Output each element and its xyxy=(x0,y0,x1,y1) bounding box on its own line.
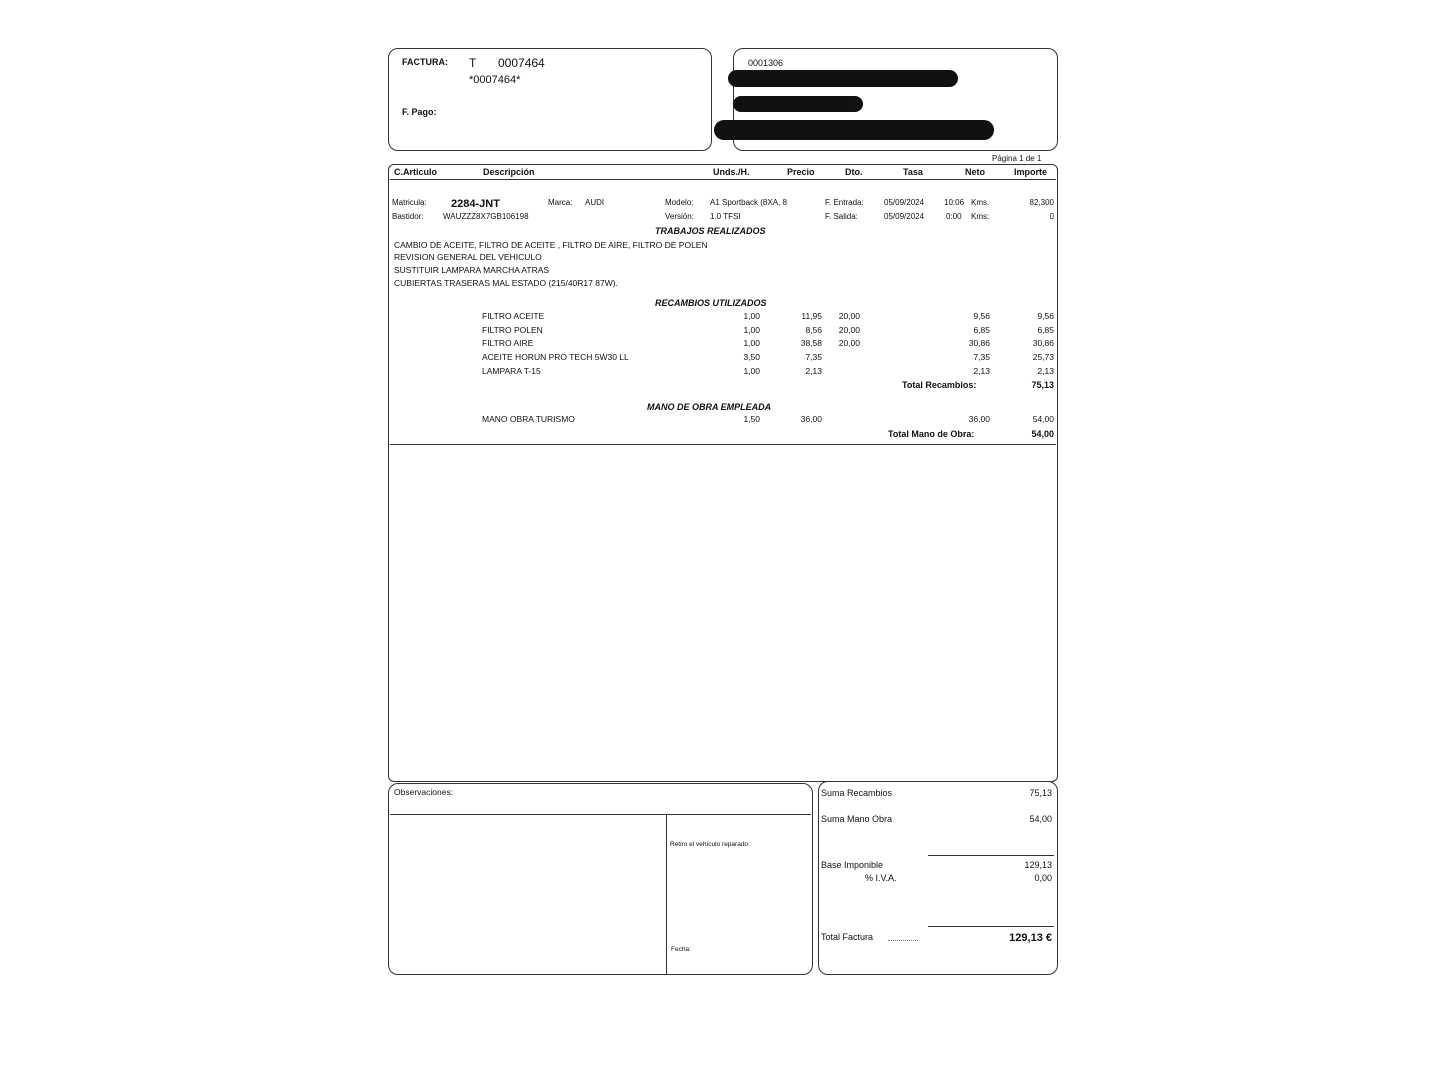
factura-number: 0007464 xyxy=(498,56,545,70)
kms-value: 82,300 xyxy=(1029,198,1054,207)
signature-divider xyxy=(666,814,667,974)
recambio-dto: 20,00 xyxy=(838,311,860,321)
total-mano-obra-value: 54,00 xyxy=(1031,429,1054,439)
observaciones-box xyxy=(388,783,813,975)
redacted-client-city xyxy=(714,120,994,140)
lines-end-divider xyxy=(390,444,1056,445)
total-factura-label: Total Factura xyxy=(821,932,874,942)
salida-fecha: 05/09/2024 xyxy=(884,212,925,221)
suma-mano-obra-label: Suma Mano Obra xyxy=(821,814,893,824)
observaciones-label: Observaciones: xyxy=(394,787,454,797)
salida-label: F. Salida: xyxy=(825,212,858,221)
recambio-unds: 3,50 xyxy=(743,352,760,362)
recambio-neto: 7,35 xyxy=(973,352,990,362)
total-recambios-label: Total Recambios: xyxy=(902,380,977,390)
totals-divider-1 xyxy=(928,855,1054,856)
recambio-importe: 30,86 xyxy=(1032,338,1054,348)
marca-label: Marca: xyxy=(548,198,573,207)
observaciones-divider xyxy=(390,814,811,815)
matricula-value: 2284-JNT xyxy=(451,198,500,210)
col-neto: Neto xyxy=(965,167,985,177)
suma-recambios-value: 75,13 xyxy=(1029,788,1052,798)
col-dto: Dto. xyxy=(845,167,863,177)
trabajos-title: TRABAJOS REALIZADOS xyxy=(655,226,766,236)
fpago-label: F. Pago: xyxy=(402,107,437,117)
entrada-fecha: 05/09/2024 xyxy=(884,198,925,207)
kms-salida-value: 0 xyxy=(1049,212,1054,221)
recambio-importe: 2,13 xyxy=(1037,366,1054,376)
col-precio: Precio xyxy=(787,167,815,177)
entrada-hora: 10:06 xyxy=(944,198,965,207)
col-unds: Unds./H. xyxy=(713,167,750,177)
base-imponible-label: Base Imponible xyxy=(821,860,884,870)
version-label: Versión: xyxy=(665,212,694,221)
redacted-client-name xyxy=(728,70,958,87)
modelo-value: A1 Sportback (8XA, 8 xyxy=(710,198,787,207)
recambio-precio: 8,56 xyxy=(805,325,822,335)
total-factura-dots xyxy=(888,940,918,941)
recambio-desc: FILTRO AIRE xyxy=(482,338,534,348)
recambio-neto: 9,56 xyxy=(973,311,990,321)
kms-label-salida: Kms: xyxy=(971,212,990,221)
recambio-desc: FILTRO POLEN xyxy=(482,325,543,335)
factura-barcode-text: *0007464* xyxy=(469,74,521,86)
mano-obra-precio: 36,00 xyxy=(800,414,822,424)
modelo-label: Modelo: xyxy=(665,198,694,207)
recambio-desc: ACEITE HORUN PRO TECH 5W30 LL xyxy=(482,352,629,362)
factura-label: FACTURA: xyxy=(402,57,448,67)
recambio-unds: 1,00 xyxy=(743,311,760,321)
mano-obra-unds: 1,50 xyxy=(743,414,760,424)
recambio-neto: 2,13 xyxy=(973,366,990,376)
trabajo-line: CUBIERTAS TRASERAS MAL ESTADO (215/40R17 87W). xyxy=(394,278,618,288)
col-descripcion: Descripción xyxy=(483,167,535,177)
fecha-label: Fecha: xyxy=(671,946,691,953)
recambio-neto: 30,86 xyxy=(968,338,990,348)
redacted-client-address xyxy=(733,96,863,112)
mano-obra-desc: MANO OBRA TURISMO xyxy=(482,414,575,424)
mano-obra-importe: 54,00 xyxy=(1032,414,1054,424)
recambio-unds: 1,00 xyxy=(743,338,760,348)
total-factura-value: 129,13 € xyxy=(1009,932,1052,944)
col-articulo: C.Articulo xyxy=(394,167,438,177)
base-imponible-value: 129,13 xyxy=(1024,860,1052,870)
entrada-label: F. Entrada: xyxy=(825,198,864,207)
retiro-label: Retiro el vehículo reparado: xyxy=(670,841,750,848)
recambio-dto: 20,00 xyxy=(838,325,860,335)
recambio-precio: 7,35 xyxy=(805,352,822,362)
factura-serie: T xyxy=(469,56,477,70)
recambio-importe: 9,56 xyxy=(1037,311,1054,321)
trabajo-line: CAMBIO DE ACEITE, FILTRO DE ACEITE , FILTRO DE AIRE, FILTRO DE POLEN xyxy=(394,240,708,250)
kms-label-entrada: Kms. xyxy=(971,198,990,207)
totals-divider-2 xyxy=(928,926,1054,927)
page-indicator: Página 1 de 1 xyxy=(992,154,1042,163)
matricula-label: Matricula: xyxy=(392,198,427,207)
bastidor-value: WAUZZZ8X7GB106198 xyxy=(443,212,529,221)
suma-recambios-label: Suma Recambios xyxy=(821,788,893,798)
mano-obra-title: MANO DE OBRA EMPLEADA xyxy=(647,402,772,412)
marca-value: AUDI xyxy=(585,198,605,207)
iva-label: % I.V.A. xyxy=(865,873,897,883)
col-importe: Importe xyxy=(1014,167,1048,177)
recambio-desc: FILTRO ACEITE xyxy=(482,311,545,321)
trabajo-line: SUSTITUIR LAMPARA MARCHA ATRAS xyxy=(394,265,550,275)
recambio-precio: 2,13 xyxy=(805,366,822,376)
recambio-dto: 20,00 xyxy=(838,338,860,348)
total-recambios-value: 75,13 xyxy=(1031,380,1054,390)
recambio-desc: LAMPARA T-15 xyxy=(482,366,541,376)
suma-mano-obra-value: 54,00 xyxy=(1029,814,1052,824)
recambio-precio: 11,95 xyxy=(801,311,822,321)
recambio-neto: 6,85 xyxy=(973,325,990,335)
recambio-unds: 1,00 xyxy=(743,325,760,335)
bastidor-label: Bastidor: xyxy=(392,212,424,221)
trabajo-line: REVISION GENERAL DEL VEHICULO xyxy=(394,252,542,262)
recambio-unds: 1,00 xyxy=(743,366,760,376)
recambio-precio: 38,58 xyxy=(800,338,822,348)
recambios-title: RECAMBIOS UTILIZADOS xyxy=(655,298,767,308)
total-mano-obra-label: Total Mano de Obra: xyxy=(888,429,975,439)
client-code: 0001306 xyxy=(748,58,784,68)
col-tasa: Tasa xyxy=(903,167,923,177)
recambio-importe: 25,73 xyxy=(1032,352,1054,362)
iva-value: 0,00 xyxy=(1034,873,1052,883)
version-value: 1.0 TFSI xyxy=(710,212,741,221)
salida-hora: 0:00 xyxy=(946,212,962,221)
invoice-header-box xyxy=(388,48,712,151)
recambio-importe: 6,85 xyxy=(1037,325,1054,335)
columns-divider xyxy=(390,179,1056,180)
mano-obra-neto: 36,00 xyxy=(968,414,990,424)
